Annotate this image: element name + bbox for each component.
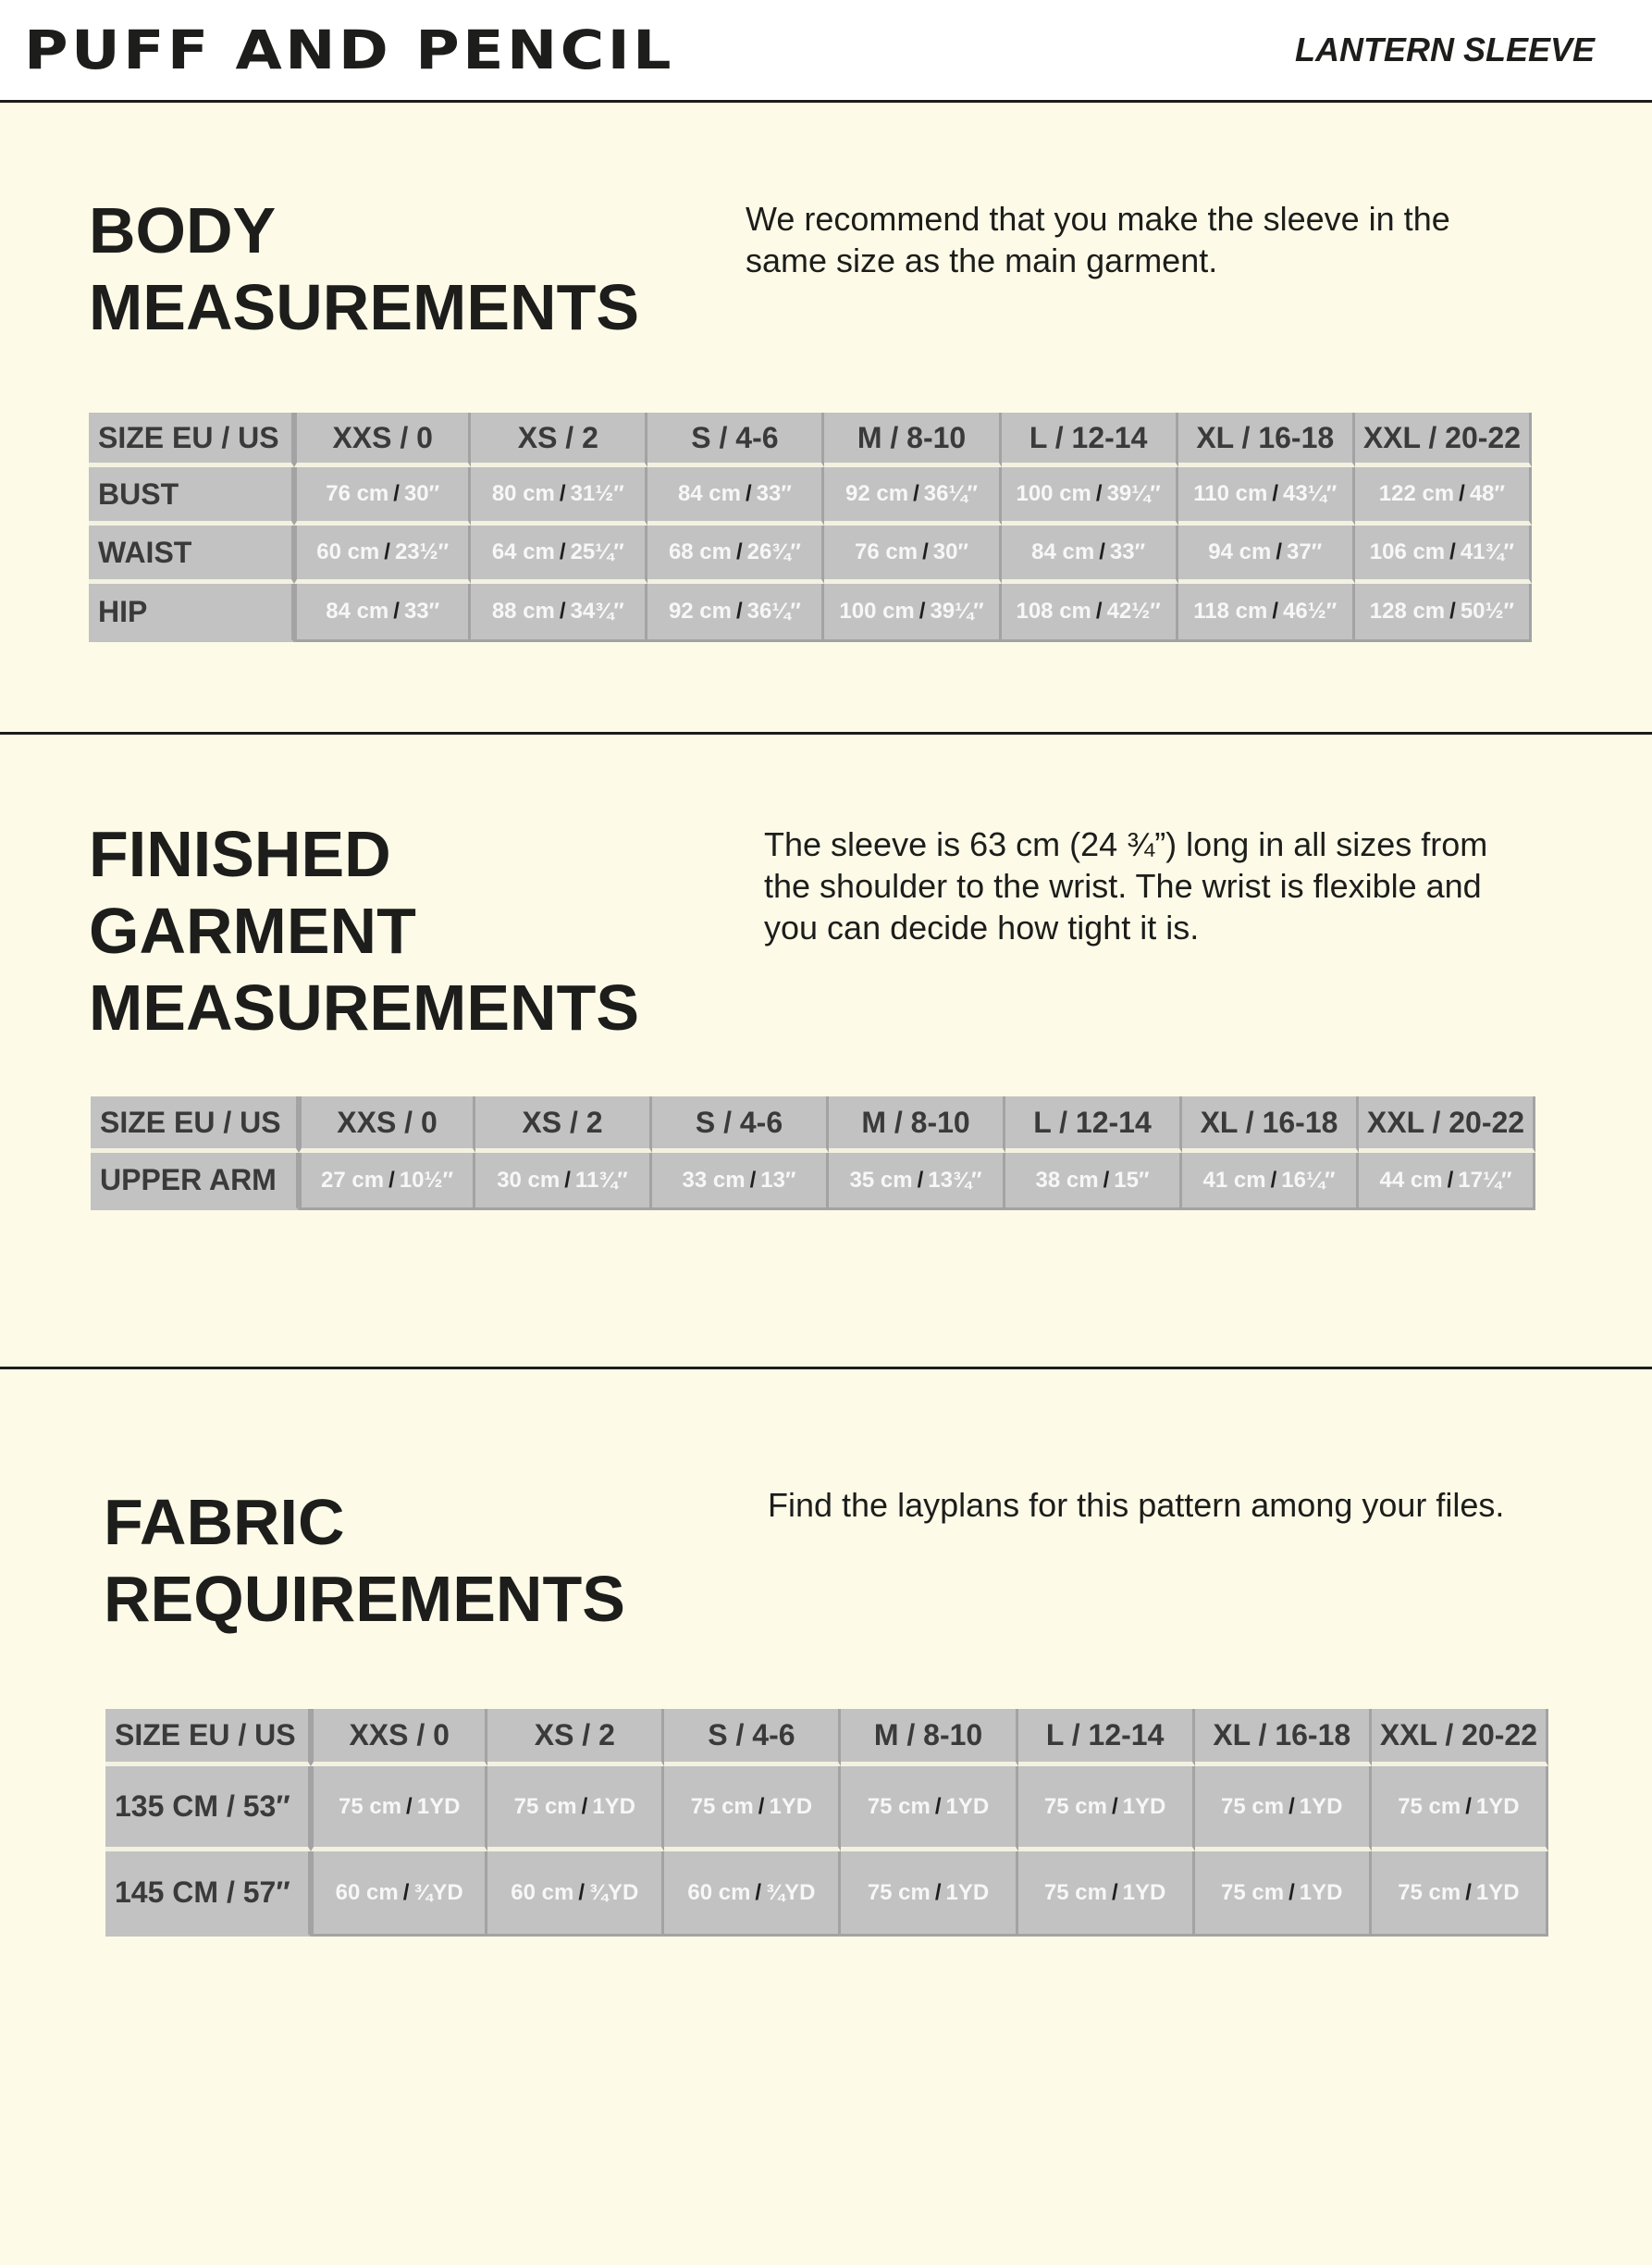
size-column-header: XXS / 0 [294, 413, 471, 467]
cm-value: 84 cm [326, 599, 389, 624]
size-column-header: M / 8-10 [841, 1709, 1017, 1766]
unit-separator: / [917, 1167, 924, 1193]
cm-value: 38 cm [1035, 1167, 1099, 1193]
imperial-value: 33″ [756, 481, 792, 506]
measurement-cell [1372, 1766, 1548, 1851]
size-header-label: SIZE EU / US [89, 413, 294, 467]
note-line: the shoulder to the wrist. The wrist is flexible and [764, 867, 1482, 905]
imperial-value: 1YD [1122, 1793, 1166, 1819]
unit-separator: / [1465, 1879, 1472, 1905]
unit-separator: / [393, 481, 400, 506]
unit-separator: / [1111, 1793, 1118, 1819]
heading-line: BODY [89, 194, 277, 266]
measurement-cell [487, 1851, 664, 1937]
cm-value: 94 cm [1208, 539, 1272, 564]
unit-separator: / [934, 1793, 942, 1819]
unit-separator: / [393, 599, 400, 624]
imperial-value: 39¼″ [930, 599, 984, 624]
size-column-header: S / 4-6 [664, 1709, 841, 1766]
imperial-value: 17¼″ [1458, 1167, 1512, 1193]
unit-separator: / [384, 539, 390, 564]
imperial-value: 26¾″ [746, 539, 801, 564]
table-row [89, 467, 1532, 526]
imperial-value: 36¼″ [923, 481, 978, 506]
cm-value: 118 cm [1193, 599, 1268, 624]
measurement-cell [664, 1766, 841, 1851]
finished-garment-heading [89, 816, 639, 1046]
measurement-cell [294, 467, 471, 526]
unit-separator: / [1270, 1167, 1277, 1193]
cm-value: 60 cm [687, 1879, 751, 1905]
note-line: We recommend that you make the sleeve in the [746, 200, 1450, 238]
imperial-value: 33″ [1109, 539, 1146, 564]
cm-value: 100 cm [839, 599, 915, 624]
measurement-cell [475, 1153, 652, 1210]
cm-value: 27 cm [321, 1167, 385, 1193]
measurement-cell [1002, 526, 1178, 584]
cm-value: 110 cm [1193, 481, 1268, 506]
imperial-value: 13″ [760, 1167, 796, 1193]
note-line: The sleeve is 63 cm (24 ¾”) long in all sizes from [764, 825, 1488, 863]
unit-separator: / [1095, 481, 1103, 506]
unit-separator: / [736, 539, 743, 564]
measurement-cell [1195, 1851, 1372, 1937]
measurement-cell [1195, 1766, 1372, 1851]
heading-line: GARMENT [89, 895, 416, 967]
heading-line: FABRIC [104, 1486, 345, 1558]
cm-value: 92 cm [845, 481, 909, 506]
imperial-value: 15″ [1114, 1167, 1150, 1193]
table-row [89, 584, 1532, 642]
imperial-value: 1YD [1475, 1793, 1520, 1819]
imperial-value: 25¼″ [570, 539, 624, 564]
page-header [0, 0, 1652, 103]
unit-separator: / [1095, 599, 1103, 624]
cm-value: 75 cm [1043, 1793, 1107, 1819]
size-column-header: XXS / 0 [311, 1709, 487, 1766]
measurement-cell [841, 1766, 1017, 1851]
size-column-header: L / 12-14 [1005, 1096, 1182, 1153]
row-label: WAIST [89, 526, 294, 584]
cm-value: 35 cm [849, 1167, 913, 1193]
unit-separator: / [1449, 599, 1456, 624]
cm-value: 75 cm [338, 1793, 402, 1819]
unit-separator: / [1465, 1793, 1472, 1819]
unit-separator: / [736, 599, 743, 624]
size-column-header: XL / 16-18 [1178, 413, 1355, 467]
measurement-cell [294, 584, 471, 642]
note-line: Find the layplans for this pattern among your files. [768, 1486, 1505, 1524]
cm-value: 75 cm [1398, 1879, 1461, 1905]
measurement-cell [1178, 526, 1355, 584]
imperial-value: 37″ [1287, 539, 1323, 564]
size-column-header: L / 12-14 [1002, 413, 1178, 467]
fabric-requirements-heading [104, 1484, 625, 1638]
unit-separator: / [749, 1167, 757, 1193]
unit-separator: / [1103, 1167, 1110, 1193]
fabric-requirements-note [768, 1484, 1504, 1526]
cm-value: 60 cm [316, 539, 380, 564]
cm-value: 75 cm [867, 1793, 931, 1819]
imperial-value: 30″ [403, 481, 440, 506]
measurement-cell [829, 1153, 1005, 1210]
measurement-cell [1002, 584, 1178, 642]
unit-separator: / [758, 1793, 765, 1819]
imperial-value: 23½″ [394, 539, 450, 564]
cm-value: 106 cm [1369, 539, 1446, 564]
cm-value: 60 cm [511, 1879, 574, 1905]
table-row [91, 1153, 1535, 1210]
cm-value: 88 cm [491, 599, 555, 624]
brand-logo: PUFF AND PENCIL [24, 19, 674, 81]
measurement-cell [1002, 467, 1178, 526]
cm-value: 75 cm [1221, 1793, 1285, 1819]
imperial-value: 36¼″ [746, 599, 801, 624]
imperial-value: 42½″ [1106, 599, 1161, 624]
table-row [105, 1766, 1548, 1851]
unit-separator: / [1288, 1879, 1295, 1905]
measurement-cell [1355, 467, 1532, 526]
imperial-value: 1YD [592, 1793, 636, 1819]
imperial-value: 1YD [945, 1879, 990, 1905]
unit-separator: / [559, 599, 566, 624]
measurement-cell [487, 1766, 664, 1851]
cm-value: 75 cm [1398, 1793, 1461, 1819]
size-column-header: XXL / 20-22 [1359, 1096, 1535, 1153]
cm-value: 80 cm [491, 481, 555, 506]
size-column-header: S / 4-6 [647, 413, 824, 467]
unit-separator: / [388, 1167, 395, 1193]
size-header-label: SIZE EU / US [105, 1709, 311, 1766]
cm-value: 84 cm [677, 481, 741, 506]
cm-value: 41 cm [1202, 1167, 1266, 1193]
imperial-value: 16¼″ [1281, 1167, 1336, 1193]
imperial-value: 43¼″ [1283, 481, 1338, 506]
imperial-value: 1YD [1299, 1879, 1343, 1905]
cm-value: 100 cm [1016, 481, 1091, 506]
imperial-value: 1YD [1122, 1879, 1166, 1905]
unit-separator: / [559, 539, 566, 564]
measurement-cell [824, 526, 1001, 584]
cm-value: 30 cm [497, 1167, 561, 1193]
cm-value: 75 cm [513, 1793, 577, 1819]
size-column-header: L / 12-14 [1018, 1709, 1195, 1766]
measurement-cell [311, 1851, 487, 1937]
measurement-cell [1178, 584, 1355, 642]
finished-garment-note [764, 823, 1487, 948]
measurement-cell [647, 467, 824, 526]
imperial-value: 1YD [945, 1793, 990, 1819]
cm-value: 122 cm [1378, 481, 1455, 506]
row-label: HIP [89, 584, 294, 642]
measurement-cell [299, 1153, 475, 1210]
measurement-cell [841, 1851, 1017, 1937]
heading-line: REQUIREMENTS [104, 1563, 625, 1635]
imperial-value: 30″ [932, 539, 968, 564]
size-column-header: M / 8-10 [829, 1096, 1005, 1153]
heading-line: FINISHED [89, 818, 391, 890]
imperial-value: 10½″ [399, 1167, 453, 1193]
unit-separator: / [1099, 539, 1105, 564]
row-label: 145 CM / 57″ [105, 1851, 311, 1937]
cm-value: 75 cm [1221, 1879, 1285, 1905]
unit-separator: / [1447, 1167, 1454, 1193]
size-column-header: XS / 2 [487, 1709, 664, 1766]
cm-value: 92 cm [668, 599, 732, 624]
measurement-cell [294, 526, 471, 584]
note-line: same size as the main garment. [746, 241, 1218, 279]
unit-separator: / [402, 1879, 410, 1905]
unit-separator: / [1449, 539, 1456, 564]
fabric-requirements-table [105, 1709, 1548, 1937]
imperial-value: 48″ [1469, 481, 1506, 506]
measurement-cell [652, 1153, 829, 1210]
measurement-cell [1018, 1766, 1195, 1851]
measurement-cell [824, 467, 1001, 526]
imperial-value: 1YD [416, 1793, 461, 1819]
measurement-cell [471, 526, 647, 584]
measurement-cell [1018, 1851, 1195, 1937]
measurement-cell [664, 1851, 841, 1937]
imperial-value: ¾YD [588, 1879, 639, 1905]
measurement-cell [471, 584, 647, 642]
unit-separator: / [564, 1167, 571, 1193]
row-label: BUST [89, 467, 294, 526]
finished-garment-table [91, 1096, 1535, 1210]
imperial-value: 50½″ [1460, 599, 1515, 624]
unit-separator: / [559, 481, 566, 506]
imperial-value: 33″ [403, 599, 440, 624]
measurement-cell [1182, 1153, 1359, 1210]
row-label: 135 CM / 53″ [105, 1766, 311, 1851]
measurement-cell [647, 526, 824, 584]
unit-separator: / [1111, 1879, 1118, 1905]
note-line: you can decide how tight it is. [764, 909, 1200, 947]
cm-value: 60 cm [335, 1879, 399, 1905]
cm-value: 75 cm [690, 1793, 754, 1819]
table-row [89, 526, 1532, 584]
imperial-value: 1YD [1299, 1793, 1343, 1819]
measurement-cell [1005, 1153, 1182, 1210]
imperial-value: 46½″ [1283, 599, 1338, 624]
measurement-cell [1355, 584, 1532, 642]
unit-separator: / [913, 481, 919, 506]
heading-line: MEASUREMENTS [89, 972, 640, 1044]
cm-value: 75 cm [1043, 1879, 1107, 1905]
cm-value: 76 cm [855, 539, 918, 564]
body-measurements-heading [89, 192, 639, 346]
unit-separator: / [1276, 539, 1282, 564]
document-title: LANTERN SLEEVE [1294, 31, 1595, 68]
measurement-cell [471, 467, 647, 526]
measurement-cell [1355, 526, 1532, 584]
body-measurements-note [746, 198, 1450, 281]
imperial-value: ¾YD [766, 1879, 816, 1905]
size-column-header: XL / 16-18 [1195, 1709, 1372, 1766]
cm-value: 64 cm [491, 539, 555, 564]
unit-separator: / [934, 1879, 942, 1905]
imperial-value: 1YD [1475, 1879, 1520, 1905]
size-column-header: S / 4-6 [652, 1096, 829, 1153]
measurement-cell [1359, 1153, 1535, 1210]
size-column-header: XL / 16-18 [1182, 1096, 1359, 1153]
unit-separator: / [1459, 481, 1465, 506]
cm-value: 75 cm [867, 1879, 931, 1905]
cm-value: 44 cm [1379, 1167, 1443, 1193]
imperial-value: 41¾″ [1460, 539, 1515, 564]
cm-value: 33 cm [682, 1167, 746, 1193]
imperial-value: 31½″ [570, 481, 624, 506]
size-column-header: XXL / 20-22 [1372, 1709, 1548, 1766]
size-header-label: SIZE EU / US [91, 1096, 299, 1153]
size-column-header: XS / 2 [475, 1096, 652, 1153]
cm-value: 84 cm [1031, 539, 1095, 564]
unit-separator: / [581, 1793, 588, 1819]
unit-separator: / [406, 1793, 413, 1819]
section-divider [0, 1367, 1652, 1369]
unit-separator: / [1288, 1793, 1295, 1819]
section-divider [0, 732, 1652, 735]
unit-separator: / [578, 1879, 585, 1905]
size-column-header: XS / 2 [471, 413, 647, 467]
table-row [105, 1851, 1548, 1937]
measurement-cell [311, 1766, 487, 1851]
size-column-header: XXL / 20-22 [1355, 413, 1532, 467]
measurement-cell [1372, 1851, 1548, 1937]
measurement-cell [647, 584, 824, 642]
imperial-value: 1YD [769, 1793, 813, 1819]
unit-separator: / [755, 1879, 762, 1905]
imperial-value: ¾YD [413, 1879, 463, 1905]
cm-value: 108 cm [1016, 599, 1091, 624]
unit-separator: / [1272, 599, 1278, 624]
measurement-cell [824, 584, 1001, 642]
cm-value: 68 cm [668, 539, 732, 564]
cm-value: 76 cm [326, 481, 389, 506]
unit-separator: / [1272, 481, 1278, 506]
measurement-cell [1178, 467, 1355, 526]
row-label: UPPER ARM [91, 1153, 299, 1210]
cm-value: 128 cm [1369, 599, 1446, 624]
body-measurements-table [89, 413, 1532, 642]
size-column-header: M / 8-10 [824, 413, 1001, 467]
imperial-value: 11¾″ [574, 1167, 628, 1193]
imperial-value: 13¾″ [928, 1167, 982, 1193]
imperial-value: 34¾″ [570, 599, 624, 624]
imperial-value: 39¼″ [1106, 481, 1161, 506]
unit-separator: / [746, 481, 752, 506]
size-column-header: XXS / 0 [299, 1096, 475, 1153]
unit-separator: / [918, 599, 926, 624]
unit-separator: / [922, 539, 929, 564]
heading-line: MEASUREMENTS [89, 271, 640, 343]
